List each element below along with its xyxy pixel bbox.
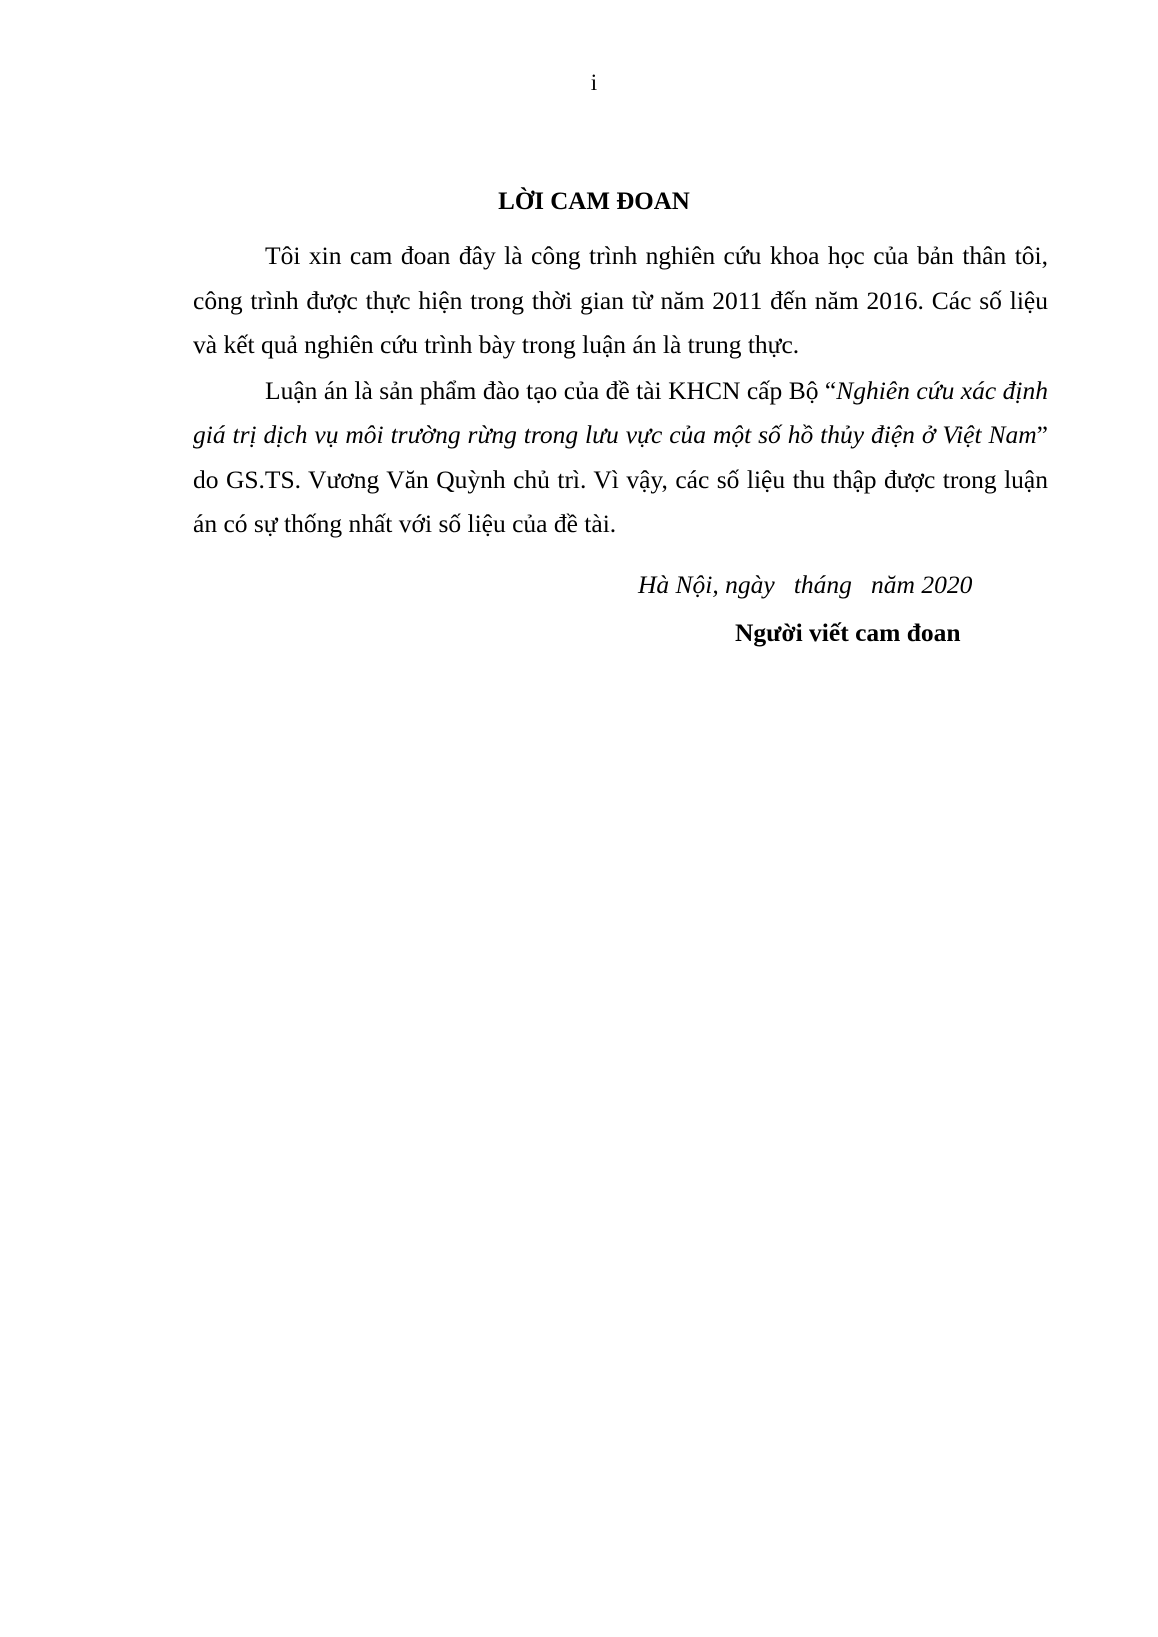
- declaration-paragraph-2: [193, 369, 1048, 547]
- page-number: i: [590, 70, 598, 95]
- project-title: Nghiên cứu xác định giá trị dịch vụ môi trường rừng trong lưu vực của một số hồ thủy điện ở Việt Nam: [193, 375, 1048, 449]
- signer-label: Người viết cam đoan: [735, 618, 961, 647]
- paragraph-2-tail: ” do GS.TS. Vương Văn Quỳnh chủ trì. Vì vậy, các số liệu thu thập được trong luận án có sự thống nhất với số liệu của đề tài.: [193, 420, 1048, 538]
- declaration-body: [193, 234, 1048, 547]
- declaration-paragraph-1: Tôi xin cam đoan đây là công trình nghiên cứu khoa học của bản thân tôi, công trình được thực hiện trong thời gian từ năm 2011 đến năm 2016. Các số liệu và kết quả nghiên cứu trình bày trong luận án là trung thực.: [193, 241, 1048, 359]
- date-line: Hà Nội, ngày tháng năm 2020: [638, 570, 973, 599]
- paragraph-2-lead: Luận án là sản phẩm đào tạo của đề tài KHCN cấp Bộ “: [265, 375, 837, 405]
- page-title: LỜI CAM ĐOAN: [498, 188, 690, 215]
